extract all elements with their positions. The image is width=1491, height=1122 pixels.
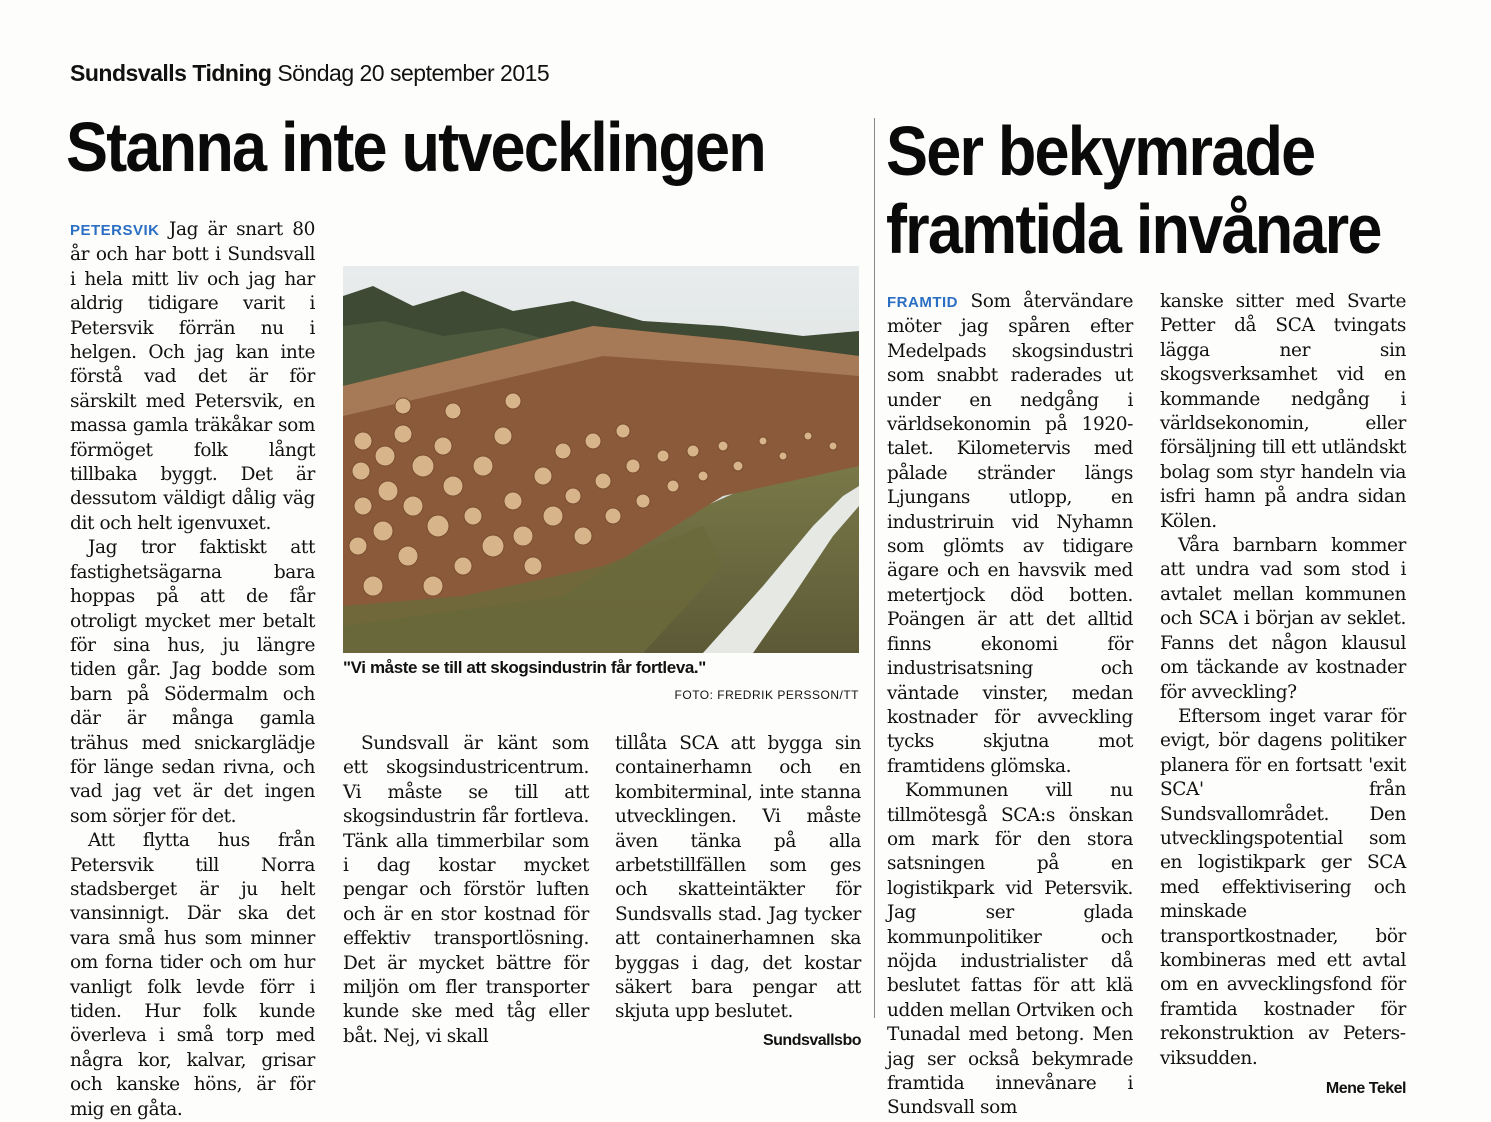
paragraph-text: Som återvändare möter jag spåren efter Medelpads skogsindustri som snabbt raderades ut under en nedgång i världsekonomin på 1920-talet. Kilometervis med pålade stränder längs Ljungans utlopp, en industriruin vid Nyhamn som glömts av tidigare ägare och en havsvik med metertjock död botten. Poängen är att det alltid finns ekonomi för industrisatsning och väntade vinster, medan kostnader för avveckling tycks skjutna mot framtidens glömska.: [887, 291, 1133, 777]
paragraph: Våra barnbarn kommer att undra vad som stod i avtalet mellan kommunen och SCA i början av seklet. Fanns det någon klausul om täckande av kostnader för avveckling?: [1160, 535, 1406, 703]
signature-mene-tekel: Mene Tekel: [1325, 1080, 1406, 1097]
timber-photo-illustration: [343, 266, 859, 653]
left-article-column-3: [615, 732, 861, 1053]
paragraph: [70, 218, 315, 536]
paragraph: [887, 290, 1133, 779]
paragraph: Eftersom inget varar för evigt, bör dagens politiker planera för en fortsatt 'exit SCA' från Sundsvallområdet. Den utvecklingspotential som en logistikpark ger SCA med effektivisering och minskade transportkostnader, bör kombineras med ett avtal om en avvecklingsfond för framtida kostnader för rekonstruktion av Petersviksudden.: [1160, 705, 1406, 1069]
kicker-framtid: FRAMTID: [887, 294, 958, 311]
right-article-column-1: [887, 290, 1133, 1121]
column-divider: [874, 118, 875, 1018]
paragraph: kanske sitter med Svarte Petter då SCA tvingats lägga ner sin skogsverksamhet vid en kommande nedgång i världsekonomin, eller försäljning till ett utländskt bolag som styr handeln via isfri hamn på andra sidan Kölen.: [1160, 291, 1406, 532]
left-article-column-1: [70, 218, 315, 1122]
paragraph: Jag tror faktiskt att fastighetsägarna bara hoppas på att de får otroligt mycket mer betalt för sina hus, ju längre tiden går. Jag bodde som barn på Södermalm och där är många gamla trähus med snickarglädje för länge sedan rivna, och vad jag vet är det ingen som sörjer för det.: [70, 537, 315, 827]
paragraph: Kommunen vill nu tillmötesgå SCA:s önskan om mark för den stora satsningen på en logistikpark vid Petersvik. Jag ser glada kommunpolitiker och nöjda industrialister då beslutet fattas för att klä udden mellan Ortviken och Tunadal med betong. Men jag ser också bekymrade framtida innevånare i Sundsvall som: [887, 780, 1133, 1119]
photo-caption: "Vi måste se till att skogsindustrin får fortleva.": [343, 658, 706, 677]
publication-date: Söndag 20 september 2015: [277, 60, 550, 86]
right-article-column-2: [1160, 290, 1406, 1101]
paragraph: tillåta SCA att bygga sin containerhamn och en kombiterminal, inte stanna utvecklingen. Vi måste även tänka på alla arbetstillfällen som ges och skatteintäkter för Sundsvalls stad. Jag tycker att containerhamnen ska byggas i dag, det kostar säkert bara pengar att skjuta upp beslutet.: [615, 733, 861, 1023]
paragraph: Att flytta hus från Petersvik till Norra stadsberget är ju helt vansinnigt. Där ska det vara små hus som minner om forna tider och om hur vanligt folk levde förr i tiden. Hur folk kunde överleva i små torp med några kor, kalvar, grisar och kanske höns, är för mig en gåta.: [70, 830, 315, 1120]
photo-credit: FOTO: FREDRIK PERSSON/TT: [674, 688, 859, 702]
signature-sundsvallsbo: Sundsvallsbo: [762, 1031, 861, 1049]
paragraph: Sundsvall är känt som ett skogsindustricentrum. Vi måste se till att skogsindustrin får fortleva. Tänk alla timmerbilar som i dag kostar mycket pengar och förstör luften och är en stor kostnad för effektiv transportlösning. Det är mycket bättre för miljön om fler transporter kunde ske med tåg eller båt. Nej, vi skall: [343, 733, 589, 1047]
newspaper-name: Sundsvalls Tidning: [70, 60, 272, 86]
masthead: [70, 60, 549, 87]
headline-left: Stanna inte utvecklingen: [66, 108, 765, 186]
headline-right-line-1: Ser bekymrade: [886, 112, 1315, 190]
headline-right: [886, 112, 1381, 268]
paragraph-text: Jag är snart 80 år och har bott i Sundsvall i hela mitt liv och jag har aldrig tidigare varit i Petersvik förrän nu i helgen. Och jag kan inte förstå vad det är för särskilt med Petersvik, en massa gamla träkåkar som förmöget folk långt tillbaka byggt. Det är dessutom väldigt dålig väg dit och helt igenvuxet.: [70, 219, 316, 534]
headline-right-line-2: framtida invånare: [886, 190, 1381, 268]
photo-timber-piles: [343, 266, 859, 653]
left-article-column-2: [343, 732, 589, 1049]
kicker-petersvik: PETERSVIK: [70, 222, 160, 239]
